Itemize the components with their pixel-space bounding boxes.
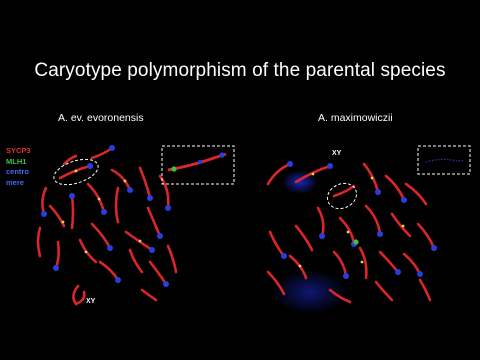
legend-mere: mere [6,177,24,187]
left-panel-label: A. ev. evoronensis [58,112,144,124]
right-panel-label: A. maximowiczii [318,112,393,124]
right-highlight-ellipse [323,179,360,213]
legend-sycp3: SYCP3 [6,146,31,155]
legend-centro: centro [6,167,29,177]
right-inset-chromosome [426,159,464,162]
left-xy-label: XY [86,298,96,305]
left-micrograph [38,148,176,304]
right-mlh1-green [353,239,358,244]
left-inset-mlh1 [171,166,176,171]
left-inset-box [162,146,234,184]
slide-title: Caryotype polymorphism of the parental species [34,60,446,81]
left-inset-chromosome [168,154,226,170]
right-xy-label: XY [332,150,342,157]
legend-mlh1: MLH1 [6,156,27,166]
